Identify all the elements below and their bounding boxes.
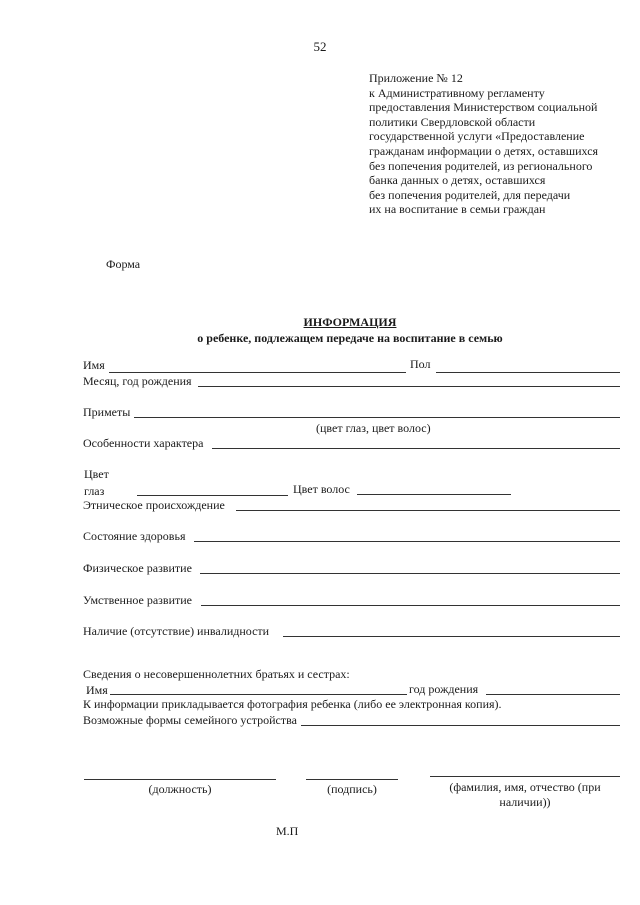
appendix-line: гражданам информации о детях, оставшихся [369,143,599,158]
health-field[interactable] [194,541,620,542]
character-label: Особенности характера [83,436,204,450]
title-main: ИНФОРМАЦИЯ [303,315,397,329]
page-number: 52 [313,39,327,54]
family-forms-field[interactable] [301,725,620,726]
name-field[interactable] [109,372,406,373]
full-name-field[interactable] [430,776,620,777]
appendix-line: их на воспитание в семьи граждан [369,202,546,217]
features-hint: (цвет глаз, цвет волос) [316,421,431,435]
sibling-name-label: Имя [86,683,108,697]
ethnic-origin-label: Этническое происхождение [83,498,225,512]
character-field[interactable] [212,448,620,449]
ethnic-origin-field[interactable] [236,510,620,511]
sibling-name-field[interactable] [110,694,407,695]
mental-development-field[interactable] [201,605,620,606]
form-label: Форма [106,257,141,271]
sibling-birth-year-field[interactable] [486,694,620,695]
stamp-place: М.П [276,824,299,838]
appendix-line: банка данных о детях, оставшихся [369,173,546,188]
eye-color-label-line2: глаз [84,484,105,498]
health-label: Состояние здоровья [83,529,186,543]
family-forms-label: Возможные формы семейного устройства [83,713,297,727]
sex-field[interactable] [436,372,620,373]
hair-color-label: Цвет волос [293,482,350,496]
hair-color-field[interactable] [357,494,511,495]
birth-month-year-field[interactable] [198,386,620,387]
features-label: Приметы [83,405,131,419]
position-field[interactable] [84,779,276,780]
appendix-header [369,71,598,217]
signature-field[interactable] [306,779,398,780]
appendix-line: государственной услуги «Предоставление [369,129,585,144]
photo-note: К информации прикладывается фотография ребенка (либо ее электронная копия). [83,697,502,711]
sibling-birth-year-label: год рождения [409,682,479,696]
title-subtitle: о ребенке, подлежащем передаче на воспитание в семью [197,331,503,345]
physical-development-label: Физическое развитие [83,561,192,575]
signature-caption: (подпись) [327,782,377,796]
eye-color-field[interactable] [137,495,288,496]
appendix-line: политики Свердловской области [369,114,536,129]
features-field[interactable] [134,417,620,418]
appendix-line: Приложение № 12 [369,71,463,85]
eye-color-label-line1: Цвет [84,467,109,481]
appendix-line: без попечения родителей, из регионального [369,158,593,173]
full-name-caption: (фамилия, имя, отчество (при наличии)) [449,780,601,809]
disability-field[interactable] [283,636,620,637]
siblings-label: Сведения о несовершеннолетних братьях и сестрах: [83,667,350,681]
appendix-line: без попечения родителей, для передачи [369,187,571,202]
document-title [0,314,640,346]
appendix-line: к Административному регламенту [369,85,545,100]
disability-label: Наличие (отсутствие) инвалидности [83,624,270,638]
sex-label: Пол [410,357,431,371]
birth-month-year-label: Месяц, год рождения [83,374,192,388]
position-caption: (должность) [148,782,212,796]
mental-development-label: Умственное развитие [83,593,192,607]
name-label: Имя [83,358,105,372]
appendix-line: предоставления Министерством социальной [369,100,598,115]
physical-development-field[interactable] [200,573,620,574]
